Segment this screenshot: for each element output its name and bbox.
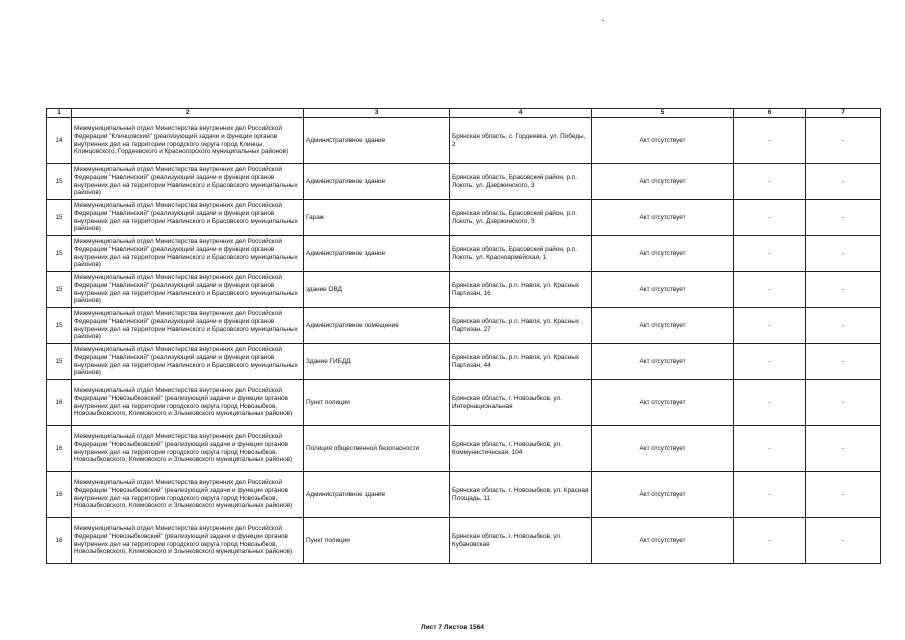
organization-name: Межмуниципальный отдел Министерства внутренних дел Российской Федерации "Новозыбковский" (реализующий задачи и функции органов внутренних дел на территории городского округа город Новозыбков, Новозыбковского, Климовского и Злынковского муниципальных районов): [72, 472, 304, 518]
column-number-7: 7: [806, 109, 881, 118]
table-row: [47, 200, 881, 236]
column-7-value: -: [806, 164, 881, 200]
row-number: 16: [47, 518, 72, 564]
table-row: [47, 272, 881, 308]
column-7-value: -: [806, 426, 881, 472]
column-6-value: -: [734, 118, 806, 164]
column-6-value: -: [734, 426, 806, 472]
object-address: Брянская область, г. Новозыбков, ул. Интернациональная: [450, 380, 592, 426]
act-status: Акт отсутствует: [592, 308, 734, 344]
organization-name: Межмуниципальный отдел Министерства внутренних дел Российской Федерации "Навлинский" (реализующий задачи и функции органов внутренних дел на территории Навлинского и Брасовского муниципальных районов): [72, 344, 304, 380]
object-address: Брянская область, Брасовский район, р.п. Локоть, ул. Красноармейская, 1: [450, 236, 592, 272]
object-address: Брянская область, Брасовский район, р.п. Локоть, ул. Дзержинского, 3: [450, 164, 592, 200]
column-7-value: -: [806, 308, 881, 344]
column-number-6: 6: [734, 109, 806, 118]
object-type: Гараж: [304, 200, 450, 236]
scan-speck: [602, 20, 604, 21]
object-type: Административное здание: [304, 118, 450, 164]
row-number: 16: [47, 472, 72, 518]
organization-name: Межмуниципальный отдел Министерства внутренних дел Российской Федерации "Навлинский" (реализующий задачи и функции органов внутренних дел на территории Навлинского и Брасовского муниципальных районов): [72, 236, 304, 272]
object-address: Брянская область, р.п. Навля, ул. Красных Партизан, 44: [450, 344, 592, 380]
column-6-value: -: [734, 272, 806, 308]
organization-name: Межмуниципальный отдел Министерства внутренних дел Российской Федерации "Новозыбковский" (реализующий задачи и функции органов внутренних дел на территории городского округа город Новозыбков, Новозыбковского, Климовского и Злынковского муниципальных районов): [72, 380, 304, 426]
column-7-value: -: [806, 272, 881, 308]
object-type: Административное здание: [304, 236, 450, 272]
object-address: Брянская область, г. Новозыбков, ул. Красная Площадь, 11: [450, 472, 592, 518]
table-row: [47, 118, 881, 164]
act-status: Акт отсутствует: [592, 236, 734, 272]
row-number: 15: [47, 164, 72, 200]
register-body: [47, 118, 881, 564]
table-row: [47, 344, 881, 380]
row-number: 15: [47, 236, 72, 272]
object-type: Пункт полиции: [304, 380, 450, 426]
act-status: Акт отсутствует: [592, 164, 734, 200]
organization-name: Межмуниципальный отдел Министерства внутренних дел Российской Федерации "Клинцовский" (реализующий задачи и функции органов внутренних дел на территории городского округа город Клинцы, Клинцовского, Гордеевского и Красногорского муниципальных районов): [72, 118, 304, 164]
column-6-value: -: [734, 308, 806, 344]
row-number: 16: [47, 380, 72, 426]
property-register-table: [46, 108, 881, 564]
table-row: [47, 164, 881, 200]
column-number-2: 2: [72, 109, 304, 118]
object-address: Брянская область, р.п. Навля, ул. Красных Партизан, 27: [450, 308, 592, 344]
column-7-value: -: [806, 200, 881, 236]
column-number-row: [47, 109, 881, 118]
object-address: Брянская область, г. Новозыбков, ул. Коммунистическая, 104: [450, 426, 592, 472]
object-type: Пункт полиции: [304, 518, 450, 564]
row-number: 14: [47, 118, 72, 164]
column-number-4: 4: [450, 109, 592, 118]
organization-name: Межмуниципальный отдел Министерства внутренних дел Российской Федерации "Навлинский" (реализующий задачи и функции органов внутренних дел на территории Навлинского и Брасовского муниципальных районов): [72, 200, 304, 236]
row-number: 15: [47, 308, 72, 344]
register-sheet: [46, 108, 880, 564]
table-row: [47, 380, 881, 426]
act-status: Акт отсутствует: [592, 518, 734, 564]
row-number: 16: [47, 426, 72, 472]
column-number-1: 1: [47, 109, 72, 118]
act-status: Акт отсутствует: [592, 272, 734, 308]
organization-name: Межмуниципальный отдел Министерства внутренних дел Российской Федерации "Навлинский" (реализующий задачи и функции органов внутренних дел на территории Навлинского и Брасовского муниципальных районов): [72, 308, 304, 344]
organization-name: Межмуниципальный отдел Министерства внутренних дел Российской Федерации "Навлинский" (реализующий задачи и функции органов внутренних дел на территории Навлинского и Брасовского муниципальных районов): [72, 272, 304, 308]
act-status: Акт отсутствует: [592, 426, 734, 472]
table-row: [47, 472, 881, 518]
column-7-value: -: [806, 118, 881, 164]
act-status: Акт отсутствует: [592, 118, 734, 164]
act-status: Акт отсутствует: [592, 380, 734, 426]
column-7-value: -: [806, 380, 881, 426]
column-number-3: 3: [304, 109, 450, 118]
column-7-value: -: [806, 518, 881, 564]
row-number: 15: [47, 344, 72, 380]
object-type: Здание ГИБДД: [304, 344, 450, 380]
column-6-value: -: [734, 164, 806, 200]
object-type: Полиция общественной безопасности: [304, 426, 450, 472]
object-address: Брянская область, г. Новозыбков, ул. Кубановская: [450, 518, 592, 564]
page-counter: Лист 7 Листов 1564: [421, 624, 484, 631]
object-type: Административное здание: [304, 164, 450, 200]
object-type: здание ОВД: [304, 272, 450, 308]
row-number: 15: [47, 272, 72, 308]
object-address: Брянская область, Брасовский район, р.п. Локоть, ул. Дзержинского, 3: [450, 200, 592, 236]
organization-name: Межмуниципальный отдел Министерства внутренних дел Российской Федерации "Новозыбковский" (реализующий задачи и функции органов внутренних дел на территории городского округа город Новозыбков, Новозыбковского, Климовского и Злынковского муниципальных районов): [72, 426, 304, 472]
organization-name: Межмуниципальный отдел Министерства внутренних дел Российской Федерации "Новозыбковский" (реализующий задачи и функции органов внутренних дел на территории городского округа город Новозыбков, Новозыбковского, Климовского и Злынковского муниципальных районов): [72, 518, 304, 564]
object-type: Административное здание: [304, 472, 450, 518]
table-row: [47, 518, 881, 564]
column-6-value: -: [734, 344, 806, 380]
table-row: [47, 308, 881, 344]
act-status: Акт отсутствует: [592, 344, 734, 380]
row-number: 15: [47, 200, 72, 236]
table-row: [47, 236, 881, 272]
column-6-value: -: [734, 472, 806, 518]
column-number-5: 5: [592, 109, 734, 118]
column-6-value: -: [734, 200, 806, 236]
column-6-value: -: [734, 518, 806, 564]
act-status: Акт отсутствует: [592, 200, 734, 236]
column-7-value: -: [806, 472, 881, 518]
act-status: Акт отсутствует: [592, 472, 734, 518]
object-address: Брянская область, р.п. Навля, ул. Красных Партизан, 16: [450, 272, 592, 308]
object-address: Брянская область, с. Гордеевка, ул. Победы, 2: [450, 118, 592, 164]
organization-name: Межмуниципальный отдел Министерства внутренних дел Российской Федерации "Навлинский" (реализующий задачи и функции органов внутренних дел на территории Навлинского и Брасовского муниципальных районов): [72, 164, 304, 200]
column-7-value: -: [806, 236, 881, 272]
column-7-value: -: [806, 344, 881, 380]
table-row: [47, 426, 881, 472]
object-type: Административное помещение: [304, 308, 450, 344]
column-6-value: -: [734, 236, 806, 272]
column-6-value: -: [734, 380, 806, 426]
